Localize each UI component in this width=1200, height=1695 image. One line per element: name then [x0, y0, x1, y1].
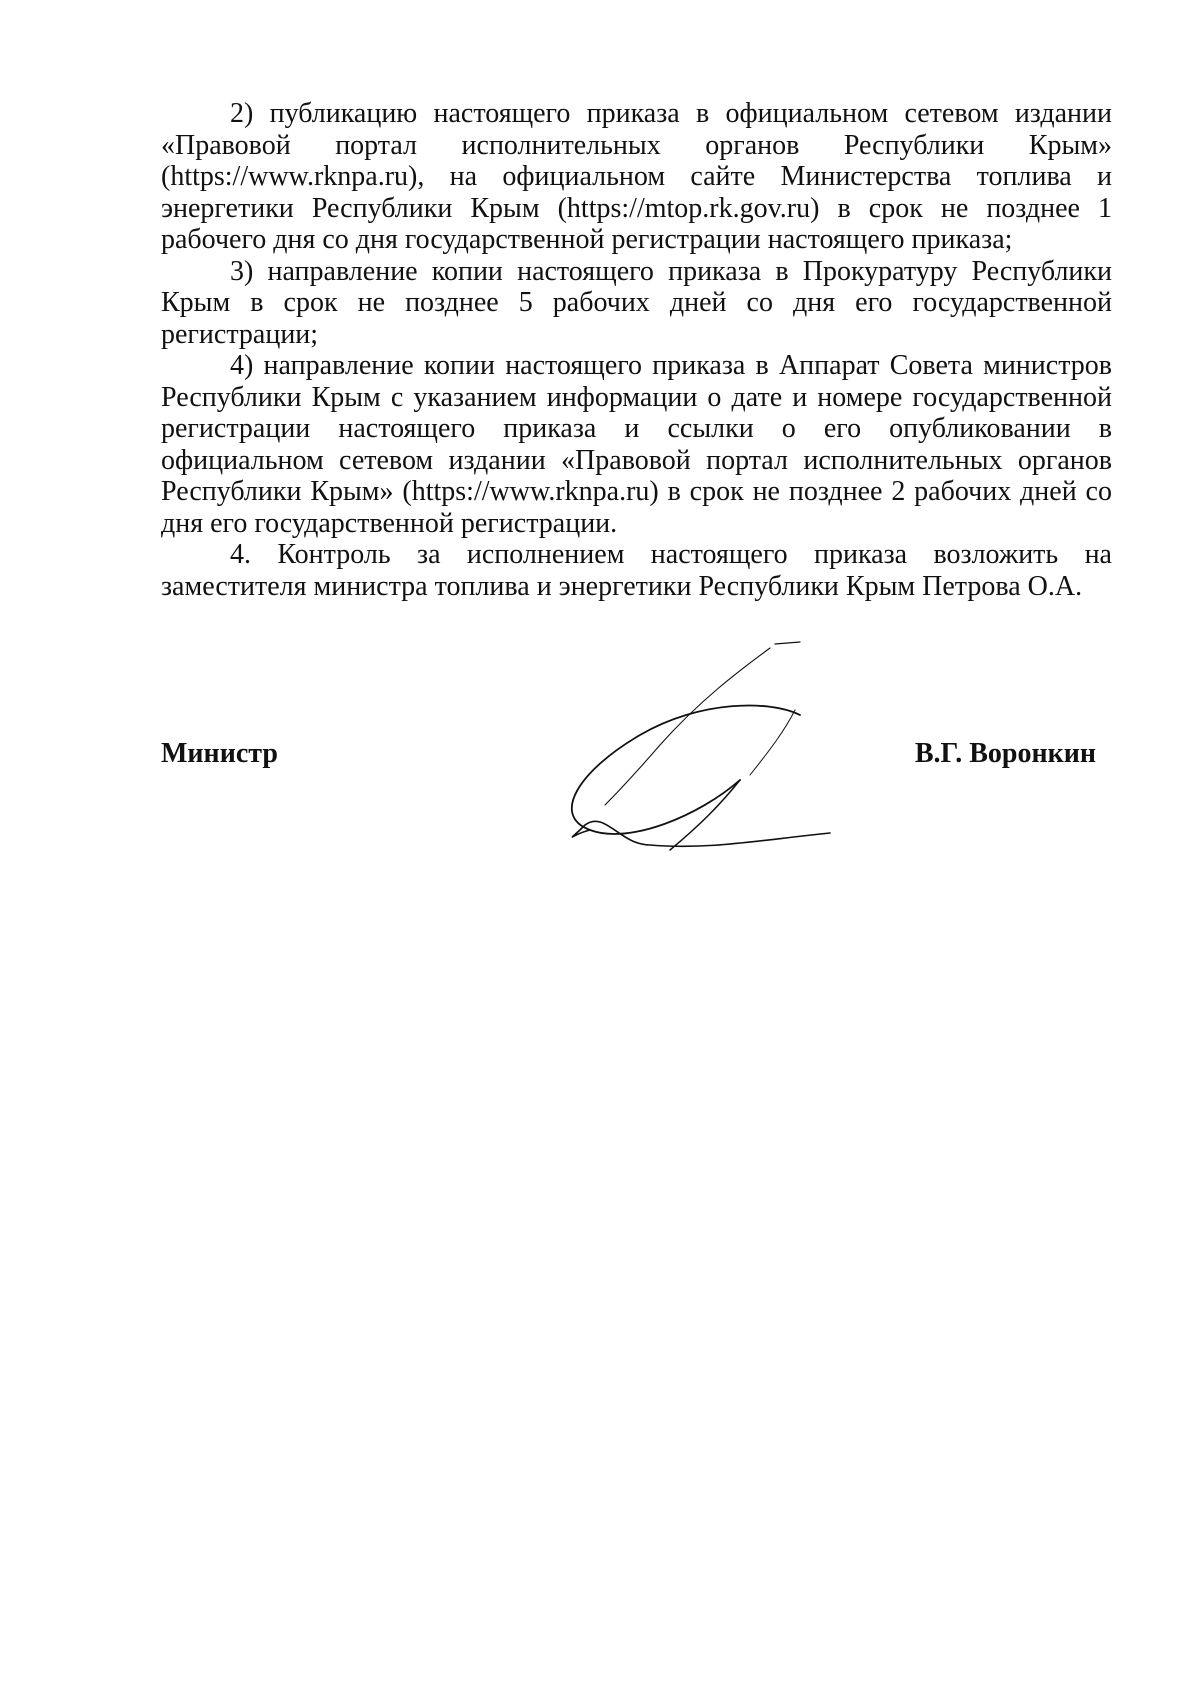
paragraph-publication: 2) публикацию настоящего приказа в официальном сетевом издании «Правовой портал исполнительных органов Республики Крым» (https://www.rknpa.ru), на официальном сайте Министерства топлива и энергетики Республики Крым (https://mtop.rk.gov.ru) в срок не позднее 1 рабочего дня со дня государственной регистрации настоящего приказа; [161, 98, 1112, 255]
paragraph-prosecutor: 3) направление копии настоящего приказа в Прокуратуру Республики Крым в срок не позднее 5 рабочих дней со дня его государственной регистрации; [161, 255, 1112, 350]
paragraph-council-apparatus: 4) направление копии настоящего приказа в Аппарат Совета министров Республики Крым с указанием информации о дате и номере государственной регистрации настоящего приказа и ссылки о его опубликовании в официальном сетевом издании «Правовой портал исполнительных органов Республики Крым» (https://www.rknpa.ru) в срок не позднее 2 рабочих дней со дня его государственной регистрации. [161, 350, 1112, 539]
document-body [161, 98, 1112, 602]
paragraph-control: 4. Контроль за исполнением настоящего приказа возложить на заместителя министра топлива и энергетики Республики Крым Петрова О.А. [161, 539, 1112, 602]
handwritten-signature [560, 640, 860, 860]
signer-position: Министр [161, 738, 278, 769]
signer-name: В.Г. Воронкин [914, 738, 1096, 769]
